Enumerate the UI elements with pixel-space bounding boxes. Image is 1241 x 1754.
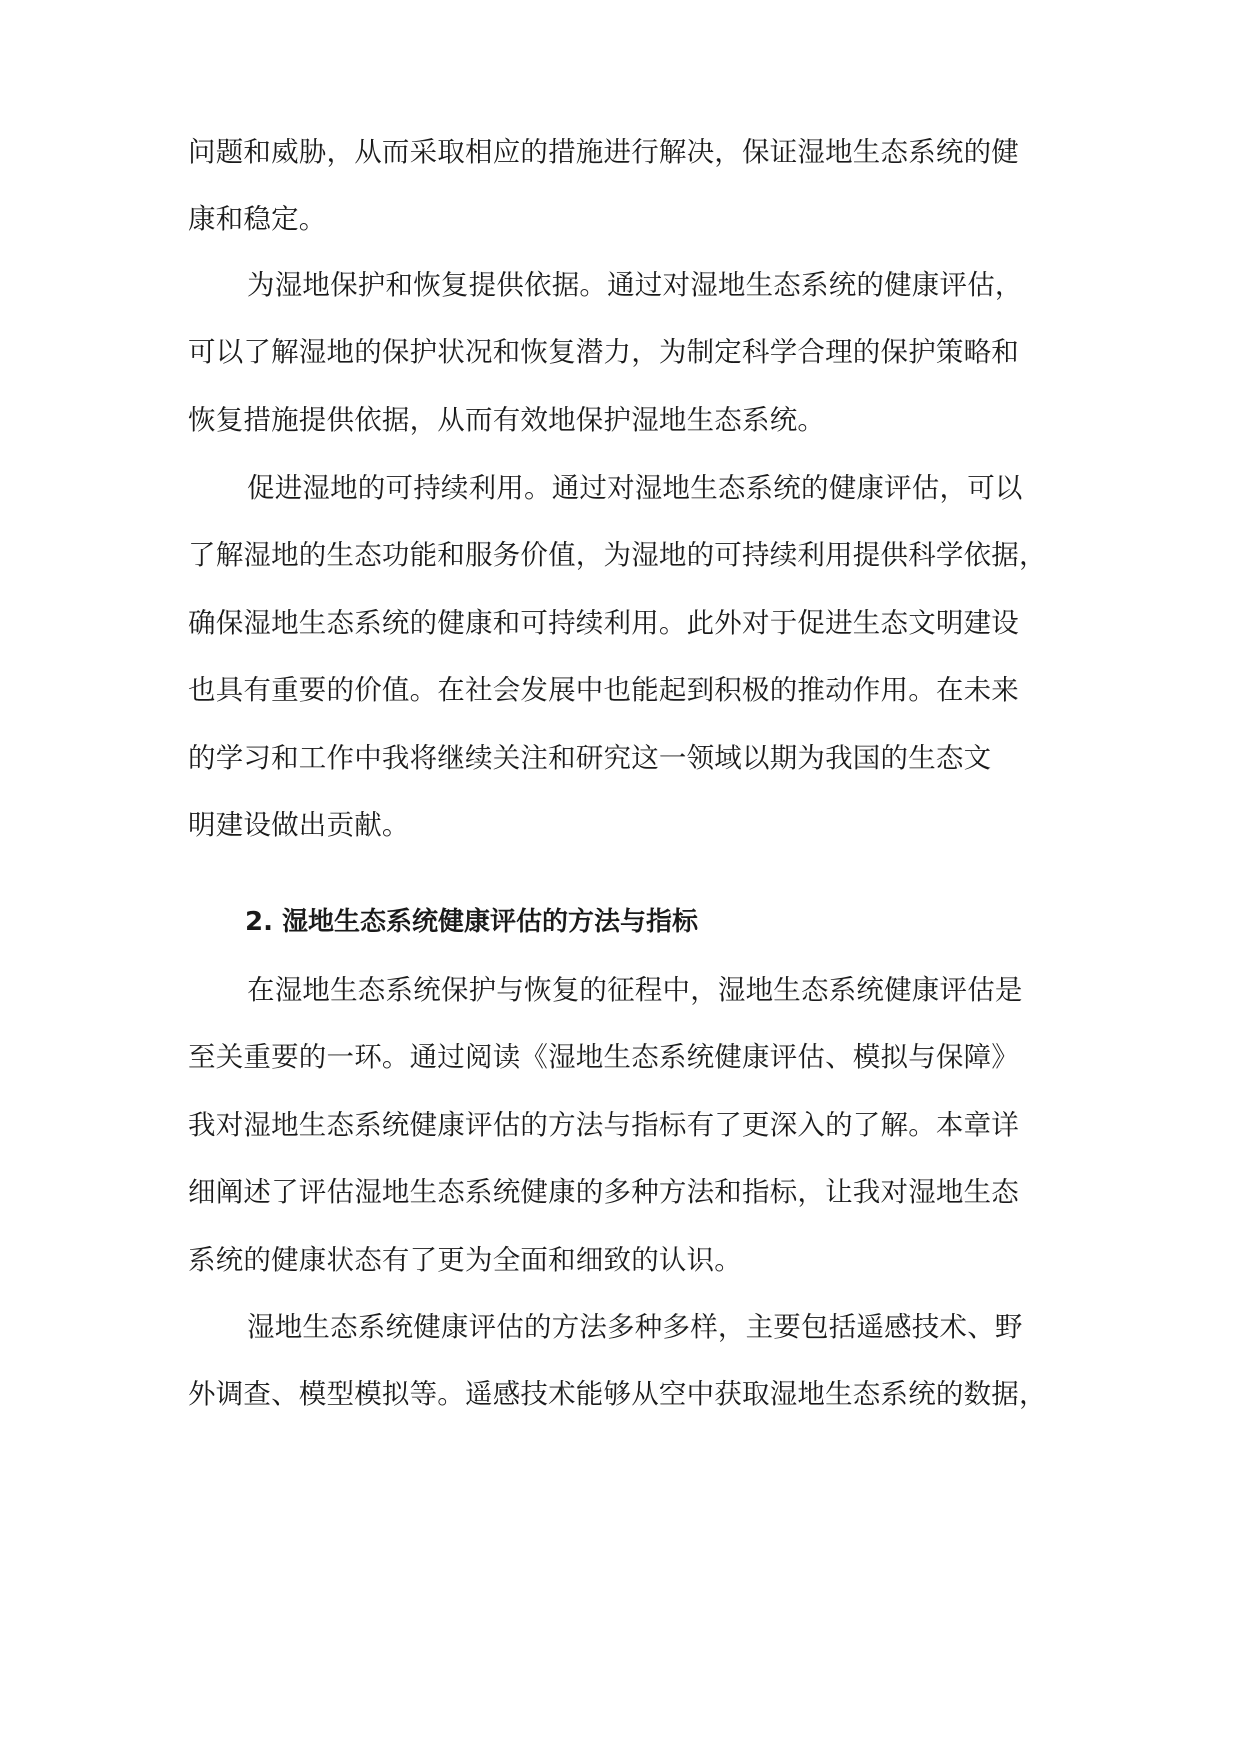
text-line: 恢复措施提供依据，从而有效地保护湿地生态系统。 [188,404,826,436]
text-line: 我对湿地生态系统健康评估的方法与指标有了更深入的了解。本章详 [188,1109,1019,1141]
section-heading: 2. 湿地生态系统健康评估的方法与指标 [245,907,699,937]
text-line: 促进湿地的可持续利用。通过对湿地生态系统的健康评估，可以 [247,472,1023,504]
text-line: 可以了解湿地的保护状况和恢复潜力，为制定科学合理的保护策略和 [188,336,1019,368]
text-line: 康和稳定。 [188,203,327,235]
text-line: 也具有重要的价值。在社会发展中也能起到积极的推动作用。在未来 [188,674,1019,706]
text-line: 在湿地生态系统保护与恢复的征程中，湿地生态系统健康评估是 [247,974,1023,1006]
text-line: 明建设做出贡献。 [188,809,410,841]
text-line: 细阐述了评估湿地生态系统健康的多种方法和指标，让我对湿地生态 [188,1176,1019,1208]
text-line: 至关重要的一环。通过阅读《湿地生态系统健康评估、模拟与保障》 [188,1041,1019,1073]
text-line: 外调查、模型模拟等。遥感技术能够从空中获取湿地生态系统的数据， [188,1378,1047,1410]
text-line: 系统的健康状态有了更为全面和细致的认识。 [188,1244,742,1276]
text-line: 的学习和工作中我将继续关注和研究这一领域以期为我国的生态文 [188,742,992,774]
text-line: 确保湿地生态系统的健康和可持续利用。此外对于促进生态文明建设 [188,607,1019,639]
text-line: 湿地生态系统健康评估的方法多种多样，主要包括遥感技术、野 [247,1311,1023,1343]
text-line: 为湿地保护和恢复提供依据。通过对湿地生态系统的健康评估， [247,269,1023,301]
text-line: 了解湿地的生态功能和服务价值，为湿地的可持续利用提供科学依据， [188,539,1047,571]
text-line: 问题和威胁，从而采取相应的措施进行解决，保证湿地生态系统的健 [188,136,1019,168]
